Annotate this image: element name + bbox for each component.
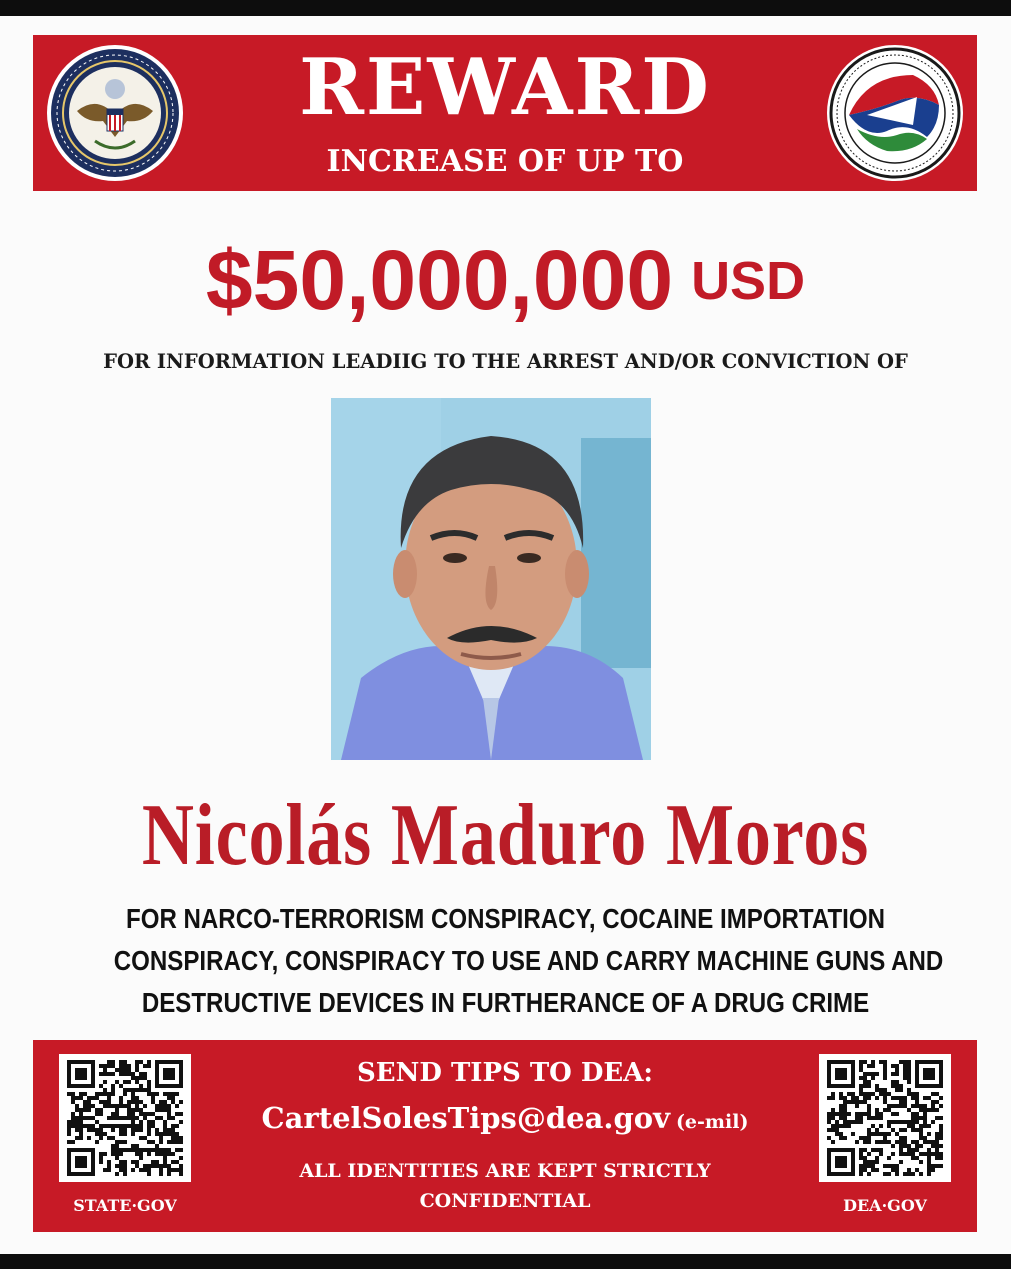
tips-email-address[interactable]: CartelSolesTips@dea.gov xyxy=(261,1101,670,1135)
reward-poster xyxy=(0,16,1011,1254)
reward-amount-currency: USD xyxy=(691,251,806,311)
charges-line: DESTRUCTIVE DEVICES IN FURTHERANCE OF A DRUG CRIME xyxy=(141,987,870,1018)
reward-title: REWARD xyxy=(299,42,711,133)
header-band xyxy=(33,35,977,191)
tips-title: SEND TIPS TO DEA: xyxy=(356,1058,654,1088)
reward-amount-value: $50,000,000 xyxy=(205,233,674,327)
dea-seal-icon xyxy=(827,45,963,181)
charges-text xyxy=(113,898,944,1024)
charges-line: FOR NARCO-TERRORISM CONSPIRACY, COCAINE IMPORTATION xyxy=(126,903,885,934)
charges-line: CONSPIRACY, CONSPIRACY TO USE AND CARRY MACHINE GUNS AND xyxy=(113,945,944,976)
confidentiality-line: ALL IDENTITIES ARE KEPT STRICTLY xyxy=(299,1160,711,1182)
reward-amount xyxy=(0,233,1011,327)
tips-email-note: (e-mil) xyxy=(675,1111,749,1133)
information-line: FOR INFORMATION LEADIIG TO THE ARREST AND/OR CONVICTION OF xyxy=(103,350,908,373)
dea-gov-label: DEA·GOV xyxy=(843,1196,927,1215)
portrait-photo xyxy=(331,398,651,760)
subject-name: Nicolás Maduro Moros xyxy=(141,787,870,884)
state-gov-label: STATE·GOV xyxy=(73,1196,177,1215)
qr-code-icon[interactable] xyxy=(819,1054,951,1182)
confidentiality-line: CONFIDENTIAL xyxy=(419,1190,591,1212)
footer-band xyxy=(33,1040,977,1232)
reward-subtitle: INCREASE OF UP TO xyxy=(326,144,684,179)
